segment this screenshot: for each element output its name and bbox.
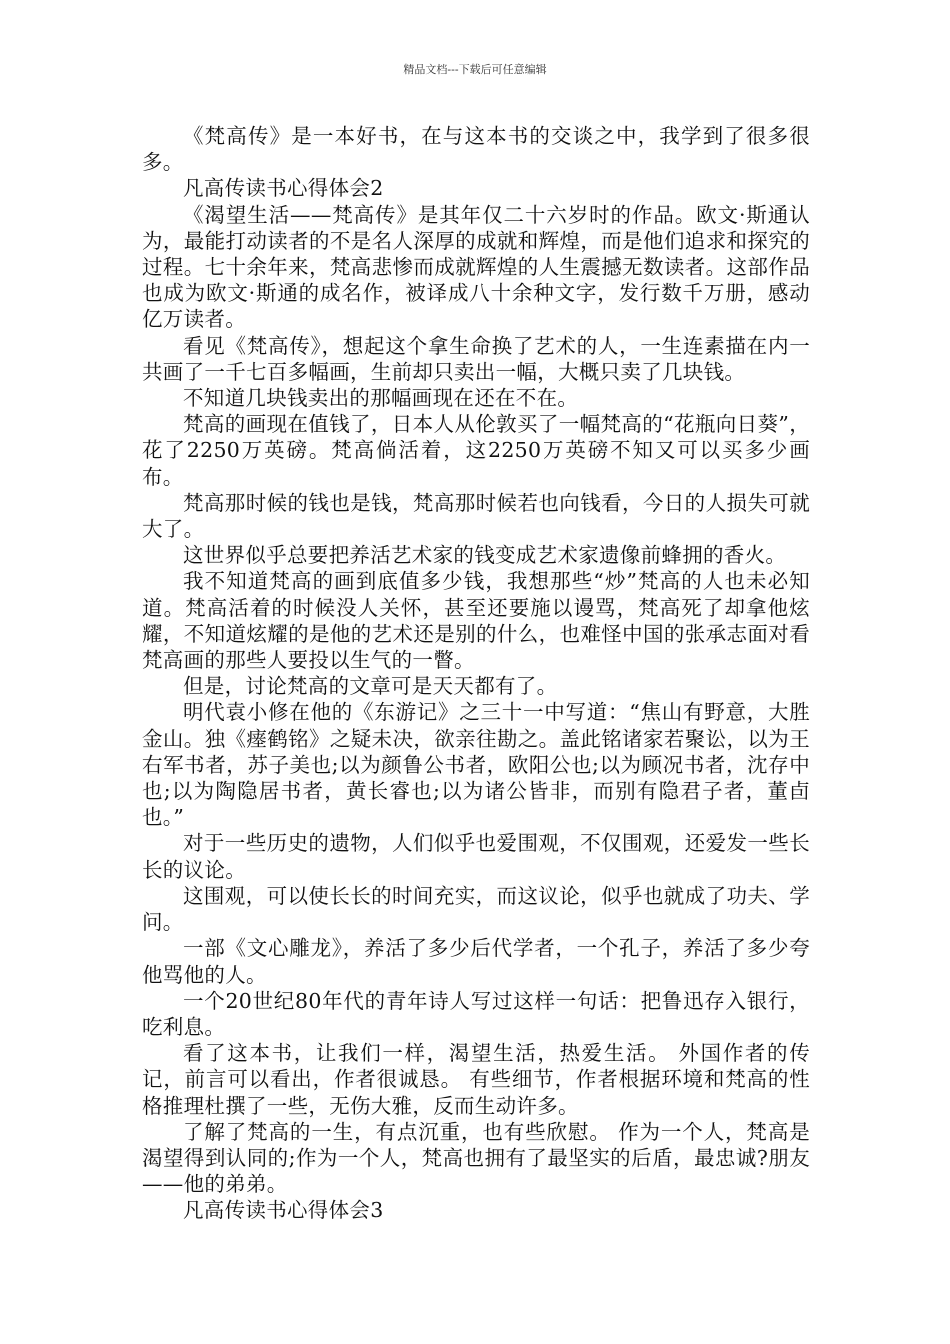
paragraph: 了解了梵高的一生，有点沉重，也有些欣慰。 作为一个人，梵高是渴望得到认同的;作为一个人，梵高也拥有了最坚实的后盾，最忠诚?朋友——他的弟弟。 xyxy=(142,1119,810,1197)
document-body xyxy=(142,123,810,1224)
paragraph: 看了这本书，让我们一样，渴望生活，热爱生活。 外国作者的传记，前言可以看出，作者很诚恳。 有些细节，作者根据环境和梵高的性格推理杜撰了一些，无伤大雅，反而生动许多。 xyxy=(142,1041,810,1118)
paragraph: 我不知道梵高的画到底值多少钱，我想那些“炒”梵高的人也未必知道。梵高活着的时候没人关怀，甚至还要施以谩骂，梵高死了却拿他炫耀，不知道炫耀的是他的艺术还是别的什么，也难怪中国的张承志面对看梵高画的那些人要投以生气的一瞥。 xyxy=(142,569,810,673)
paragraph: 一部《文心雕龙》，养活了多少后代学者，一个孔子，养活了多少夸他骂他的人。 xyxy=(142,936,810,987)
section-heading: 凡高传读书心得体会2 xyxy=(183,176,384,201)
paragraph: 看见《梵高传》，想起这个拿生命换了艺术的人，一生连素描在内一共画了一千七百多幅画，生前却只卖出一幅，大概只卖了几块钱。 xyxy=(142,333,810,384)
paragraph: 这围观，可以使长长的时间充实，而这议论，似乎也就成了功夫、学问。 xyxy=(142,883,810,935)
paragraph: 对于一些历史的遗物，人们似乎也爱围观，不仅围观，还爱发一些长长的议论。 xyxy=(142,831,810,882)
paragraph: 但是，讨论梵高的文章可是天天都有了。 xyxy=(183,674,558,699)
paragraph: 这世界似乎总要把养活艺术家的钱变成艺术家遗像前蜂拥的香火。 xyxy=(183,543,787,568)
paragraph: 明代袁小修在他的《东游记》之三十一中写道：“焦山有野意，大胜金山。独《瘗鹤铭》之疑未决，欲亲往勘之。盖此铭诸家若聚讼，以为王右军书者，苏子美也;以为颜鲁公书者，欧阳公也;以为顾况书者，沈存中也;以为陶隐居书者，黄长睿也;以为诸公皆非，而别有隐君子者，董卣也。” xyxy=(142,700,810,830)
section-heading: 凡高传读书心得体会3 xyxy=(183,1198,384,1223)
page-header: 精品文档---下载后可任意编辑 xyxy=(403,63,547,76)
paragraph: 不知道几块钱卖出的那幅画现在还在不在。 xyxy=(183,386,579,411)
paragraph: 《渴望生活——梵高传》是其年仅二十六岁时的作品。欧文·斯通认为，最能打动读者的不是名人深厚的成就和辉煌，而是他们追求和探究的过程。七十余年来，梵高悲惨而成就辉煌的人生震撼无数读者。这部作品也成为欧文·斯通的成名作，被译成八十余种文字，发行数千万册，感动亿万读者。 xyxy=(142,202,810,332)
paragraph: 梵高的画现在值钱了，日本人从伦敦买了一幅梵高的“花瓶向日葵”，花了2250万英磅。梵高倘活着，这2250万英磅不知又可以买多少画布。 xyxy=(142,412,810,489)
paragraph: 梵高那时候的钱也是钱，梵高那时候若也向钱看，今日的人损失可就大了。 xyxy=(142,490,810,542)
paragraph: 一个20世纪80年代的青年诗人写过这样一句话：把鲁迅存入银行，吃利息。 xyxy=(142,988,810,1039)
paragraph: 《梵高传》是一本好书，在与这本书的交谈之中，我学到了很多很多。 xyxy=(142,124,810,175)
